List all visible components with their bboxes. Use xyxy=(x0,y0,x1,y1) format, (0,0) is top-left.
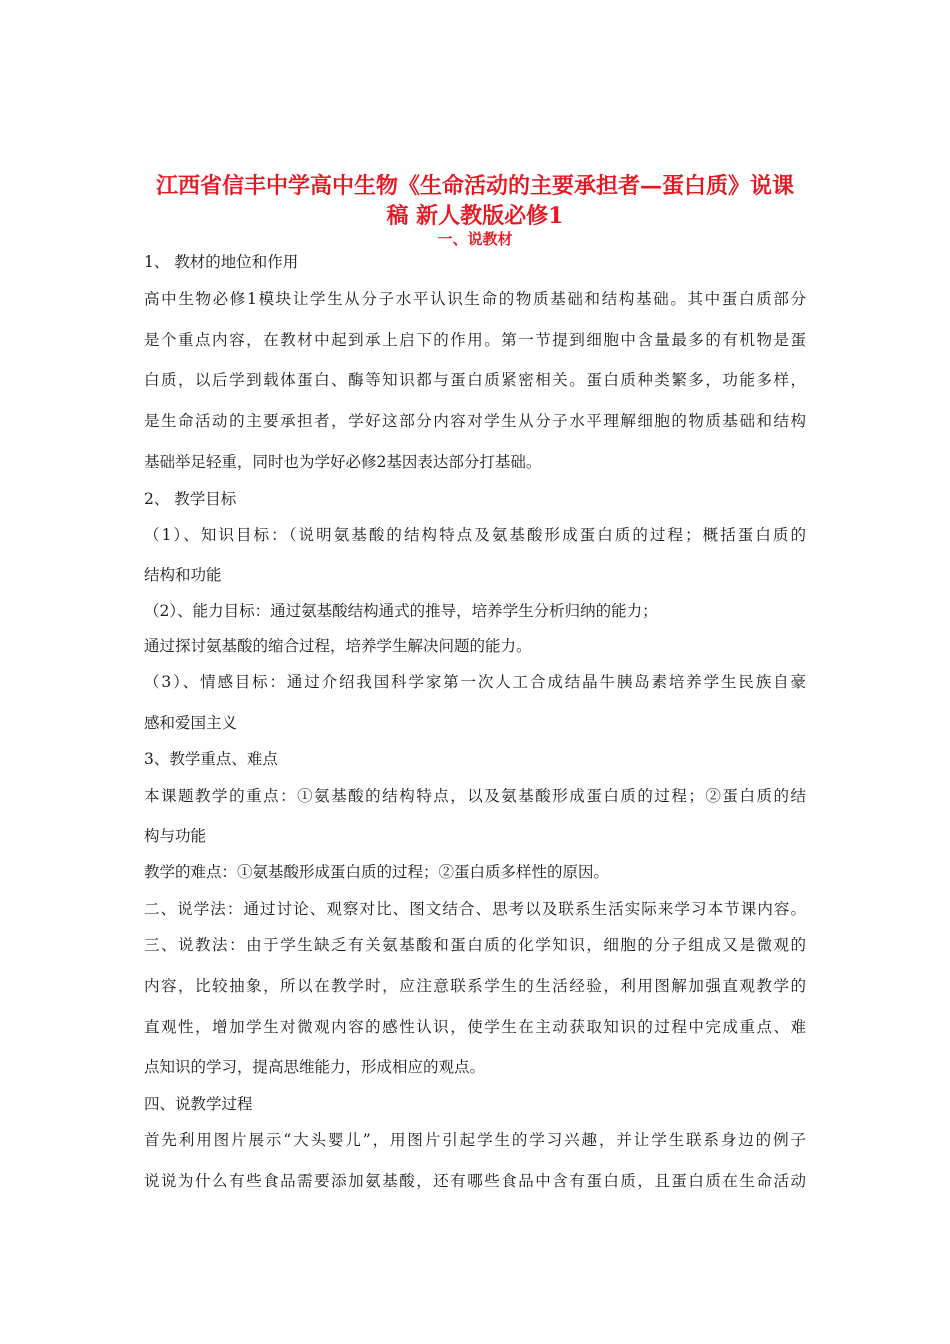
text-line: 本课题教学的重点：①氨基酸的结构特点，以及氨基酸形成蛋白质的过程；②蛋白质的结 xyxy=(144,787,806,805)
text-line: 内容，比较抽象，所以在教学时，应注意联系学生的生活经验，利用图解加强直观教学的 xyxy=(144,977,806,995)
text-line: 白质，以后学到载体蛋白、酶等知识都与蛋白质紧密相关。蛋白质种类繁多，功能多样， xyxy=(144,371,806,389)
text-line: 二、说学法：通过讨论、观察对比、图文结合、思考以及联系生活实际来学习本节课内容。 xyxy=(144,900,806,918)
text-line: 四、说教学过程 xyxy=(144,1095,253,1113)
text-line: 3、教学重点、难点 xyxy=(144,750,278,768)
text-line: 通过探讨氨基酸的缩合过程，培养学生解决问题的能力。 xyxy=(144,637,532,655)
text-line: 基础举足轻重，同时也为学好必修2基因表达部分打基础。 xyxy=(144,453,542,471)
text-line: 直观性，增加学生对微观内容的感性认识，使学生在主动获取知识的过程中完成重点、难 xyxy=(144,1018,806,1036)
text-line: （2）、能力目标：通过氨基酸结构通式的推导，培养学生分析归纳的能力； xyxy=(144,602,658,620)
text-line: 首先利用图片展示“大头婴儿”，用图片引起学生的学习兴趣，并让学生联系身边的例子 xyxy=(144,1131,806,1149)
text-line: （3）、情感目标：通过介绍我国科学家第一次人工合成结晶牛胰岛素培养学生民族自豪 xyxy=(144,673,806,691)
text-line: 2、 教学目标 xyxy=(144,490,237,508)
text-line: （1）、知识目标：（说明氨基酸的结构特点及氨基酸形成蛋白质的过程；概括蛋白质的 xyxy=(144,526,806,544)
document-title-line2: 稿 新人教版必修1 xyxy=(386,203,564,229)
text-line: 结构和功能 xyxy=(144,566,222,584)
text-line: 是个重点内容，在教材中起到承上启下的作用。第一节提到细胞中含量最多的有机物是蛋 xyxy=(144,331,806,349)
text-line: 三、说教法：由于学生缺乏有关氨基酸和蛋白质的化学知识，细胞的分子组成又是微观的 xyxy=(144,936,806,954)
text-line: 1、 教材的地位和作用 xyxy=(144,253,299,271)
text-line: 高中生物必修1模块让学生从分子水平认识生命的物质基础和结构基础。其中蛋白质部分 xyxy=(144,290,806,308)
text-line: 感和爱国主义 xyxy=(144,714,238,732)
text-line: 教学的难点：①氨基酸形成蛋白质的过程；②蛋白质多样性的原因。 xyxy=(144,863,610,881)
text-line: 点知识的学习，提高思维能力，形成相应的观点。 xyxy=(144,1058,486,1076)
text-line: 说说为什么有些食品需要添加氨基酸，还有哪些食品中含有蛋白质，且蛋白质在生命活动 xyxy=(144,1172,806,1190)
text-line: 构与功能 xyxy=(144,827,207,845)
text-line: 是生命活动的主要承担者，学好这部分内容对学生从分子水平理解细胞的物质基础和结构 xyxy=(144,412,806,430)
document-title-line1: 江西省信丰中学高中生物《生命活动的主要承担者—蛋白质》说课 xyxy=(155,173,794,199)
section-heading: 一、说教材 xyxy=(437,230,513,248)
